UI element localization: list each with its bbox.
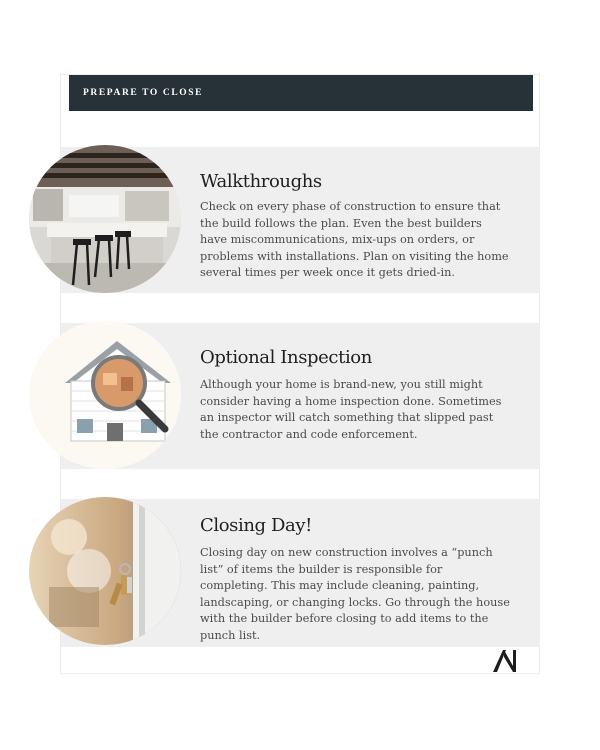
- card-title: Optional Inspection: [200, 347, 372, 368]
- card-title: Walkthroughs: [200, 171, 322, 192]
- page: [60, 74, 540, 674]
- door-keys-photo: [29, 497, 181, 645]
- card-title: Closing Day!: [200, 515, 312, 536]
- card-closing-day: [61, 499, 540, 647]
- brand-logo-icon: [491, 649, 519, 673]
- card-body: Although your home is brand-new, you still might consider having a home inspection done. Sometimes an inspector will catch something that slipped past the contractor and code enforcement.: [200, 378, 502, 441]
- section-header-title: PREPARE TO CLOSE: [83, 88, 204, 98]
- section-header: [69, 75, 533, 111]
- card-body: Closing day on new construction involves a “punch list” of items the builder is responsible for completing. This may include cleaning, painting, landscaping, or changing locks. Go through the house with the builder before closing to add items to the punch list.: [200, 546, 510, 642]
- kitchen-photo: [29, 145, 181, 293]
- card-body: Check on every phase of construction to ensure that the build follows the plan. Even the best builders have miscommunications, mix-ups on orders, or problems with installations. Plan on visiting the home several times per week once it gets dried-in.: [200, 200, 509, 279]
- card-walkthroughs: [61, 147, 540, 293]
- house-magnifier-photo: [29, 321, 181, 469]
- card-optional-inspection: [61, 323, 540, 469]
